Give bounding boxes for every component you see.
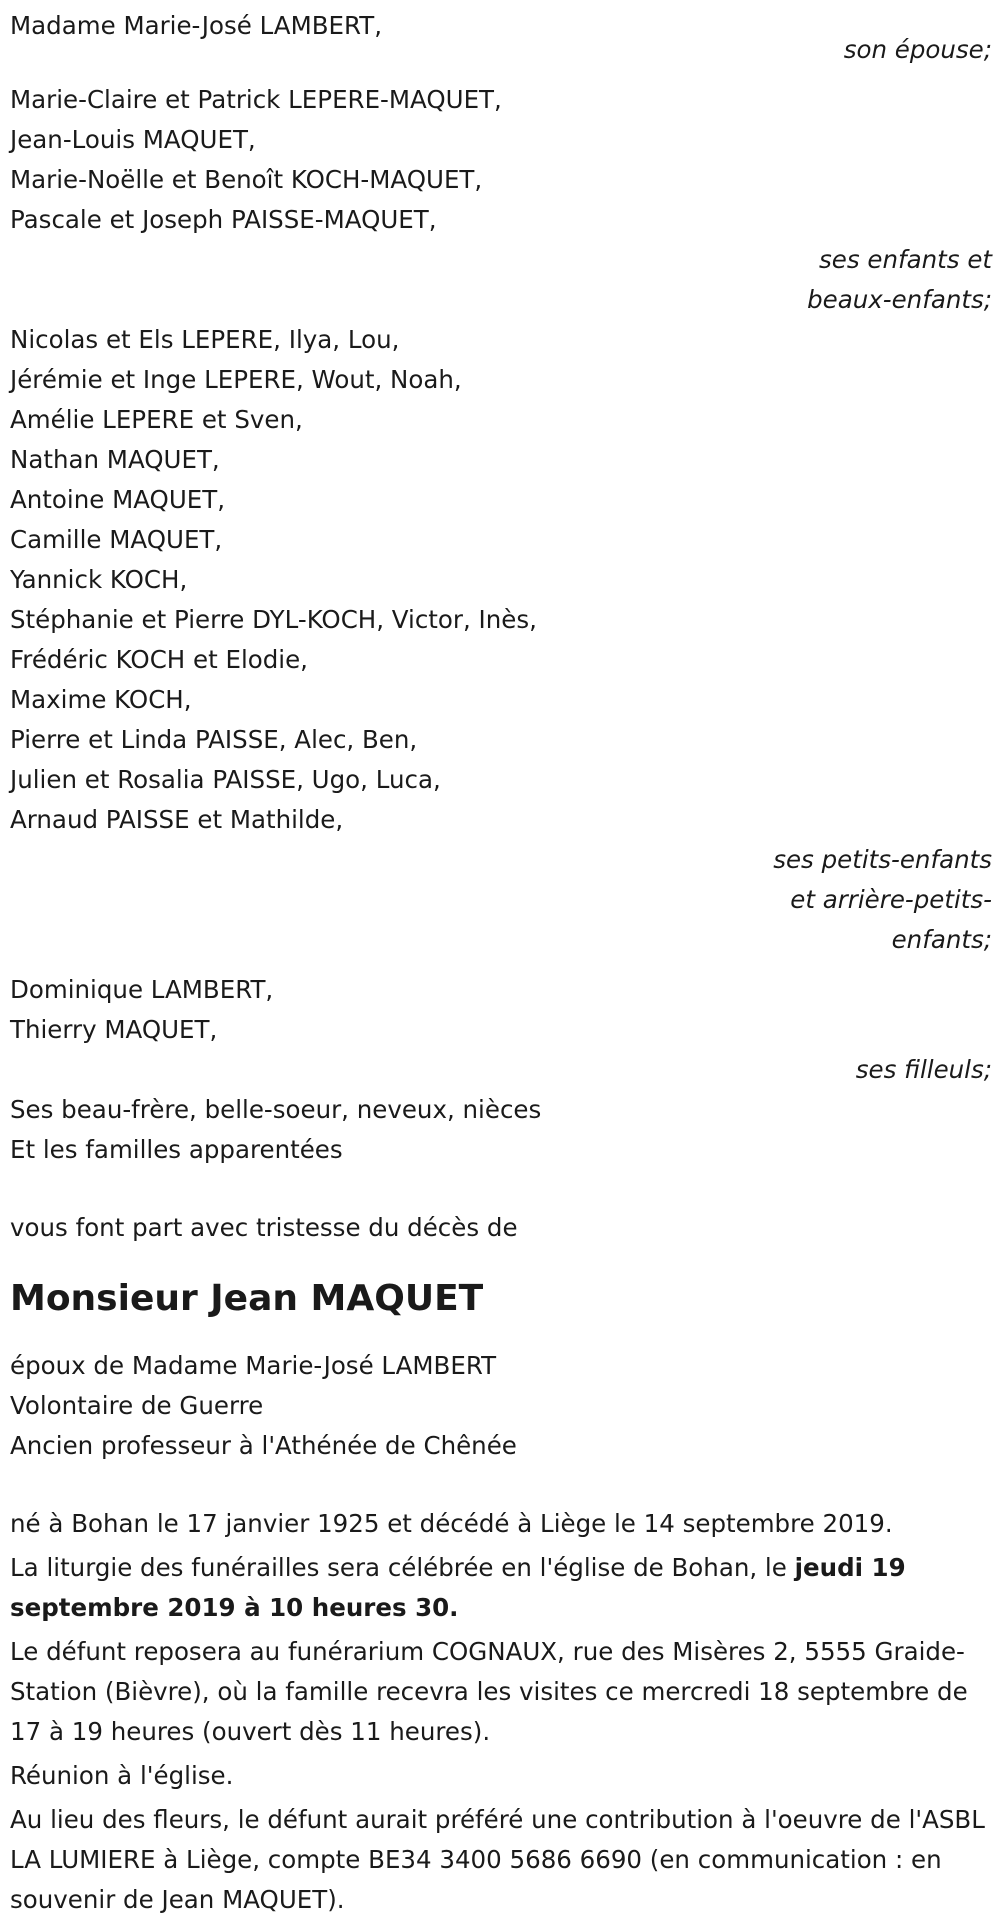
spouse-role: son épouse; bbox=[843, 35, 992, 64]
grandchild-name: Julien et Rosalia PAISSE, Ugo, Luca, bbox=[10, 765, 441, 794]
grandchild-name: Nicolas et Els LEPERE, Ilya, Lou, bbox=[10, 325, 400, 354]
meeting-paragraph: Réunion à l'église. bbox=[10, 1761, 234, 1790]
godchild-name: Thierry MAQUET, bbox=[10, 1015, 218, 1044]
grandchild-name: Arnaud PAISSE et Mathilde, bbox=[10, 805, 344, 834]
children-role: ses enfants et bbox=[819, 245, 992, 274]
rest-paragraph: Le défunt reposera au funérarium COGNAUX, rue des Misères 2, 5555 Graide-Station (Bièvre), où la famille recevra les visites ce mercredi 18 septembre de 17 à 19 heures (ouvert dès 11 heures). bbox=[10, 1637, 968, 1746]
grandchild-name: Frédéric KOCH et Elodie, bbox=[10, 645, 308, 674]
grandchild-name: Camille MAQUET, bbox=[10, 525, 223, 554]
child-name: Pascale et Joseph PAISSE-MAQUET, bbox=[10, 205, 437, 234]
announcement: vous font part avec tristesse du décès de bbox=[10, 1213, 518, 1242]
child-name: Jean-Louis MAQUET, bbox=[10, 125, 256, 154]
deceased-detail: Ancien professeur à l'Athénée de Chênée bbox=[10, 1431, 517, 1460]
flowers-paragraph: Au lieu des fleurs, le défunt aurait préféré une contribution à l'oeuvre de l'ASBL LA LUMIERE à Liège, compte BE34 3400 5686 6690 (en communication : en souvenir de Jean MAQUET). bbox=[10, 1805, 985, 1914]
grandchild-name: Maxime KOCH, bbox=[10, 685, 192, 714]
grandchild-name: Amélie LEPERE et Sven, bbox=[10, 405, 303, 434]
deceased-detail: Volontaire de Guerre bbox=[10, 1391, 264, 1420]
liturgy-text: La liturgie des funérailles sera célébrée en l'église de Bohan, le bbox=[10, 1553, 795, 1582]
child-name: Marie-Claire et Patrick LEPERE-MAQUET, bbox=[10, 85, 502, 114]
obituary-text bbox=[10, 6, 992, 1920]
children-role: beaux-enfants; bbox=[807, 285, 992, 314]
spouse-name: Madame Marie-José LAMBERT, bbox=[10, 11, 382, 40]
deceased-name: Monsieur Jean MAQUET bbox=[10, 1278, 484, 1319]
grandchild-name: Pierre et Linda PAISSE, Alec, Ben, bbox=[10, 725, 418, 754]
grandchild-name: Jérémie et Inge LEPERE, Wout, Noah, bbox=[10, 365, 462, 394]
grandchildren-role: enfants; bbox=[891, 925, 992, 954]
grandchild-name: Stéphanie et Pierre DYL-KOCH, Victor, Inès, bbox=[10, 605, 537, 634]
child-name: Marie-Noëlle et Benoît KOCH-MAQUET, bbox=[10, 165, 483, 194]
liturgy-date: jeudi 19 septembre 2019 à 10 heures 30. bbox=[10, 1553, 906, 1622]
deceased-detail: époux de Madame Marie-José LAMBERT bbox=[10, 1351, 497, 1380]
godchildren-role: ses filleuls; bbox=[855, 1055, 992, 1084]
grandchild-name: Nathan MAQUET, bbox=[10, 445, 220, 474]
grandchildren-role: et arrière-petits- bbox=[790, 885, 992, 914]
grandchildren-role: ses petits-enfants bbox=[773, 845, 992, 874]
grandchild-name: Antoine MAQUET, bbox=[10, 485, 225, 514]
grandchild-name: Yannick KOCH, bbox=[10, 565, 188, 594]
family-line: Ses beau-frère, belle-soeur, neveux, nièces bbox=[10, 1095, 542, 1124]
godchild-name: Dominique LAMBERT, bbox=[10, 975, 274, 1004]
birth-death: né à Bohan le 17 janvier 1925 et décédé à Liège le 14 septembre 2019. bbox=[10, 1509, 893, 1538]
family-line: Et les familles apparentées bbox=[10, 1135, 343, 1164]
liturgy-paragraph bbox=[10, 1548, 985, 1628]
